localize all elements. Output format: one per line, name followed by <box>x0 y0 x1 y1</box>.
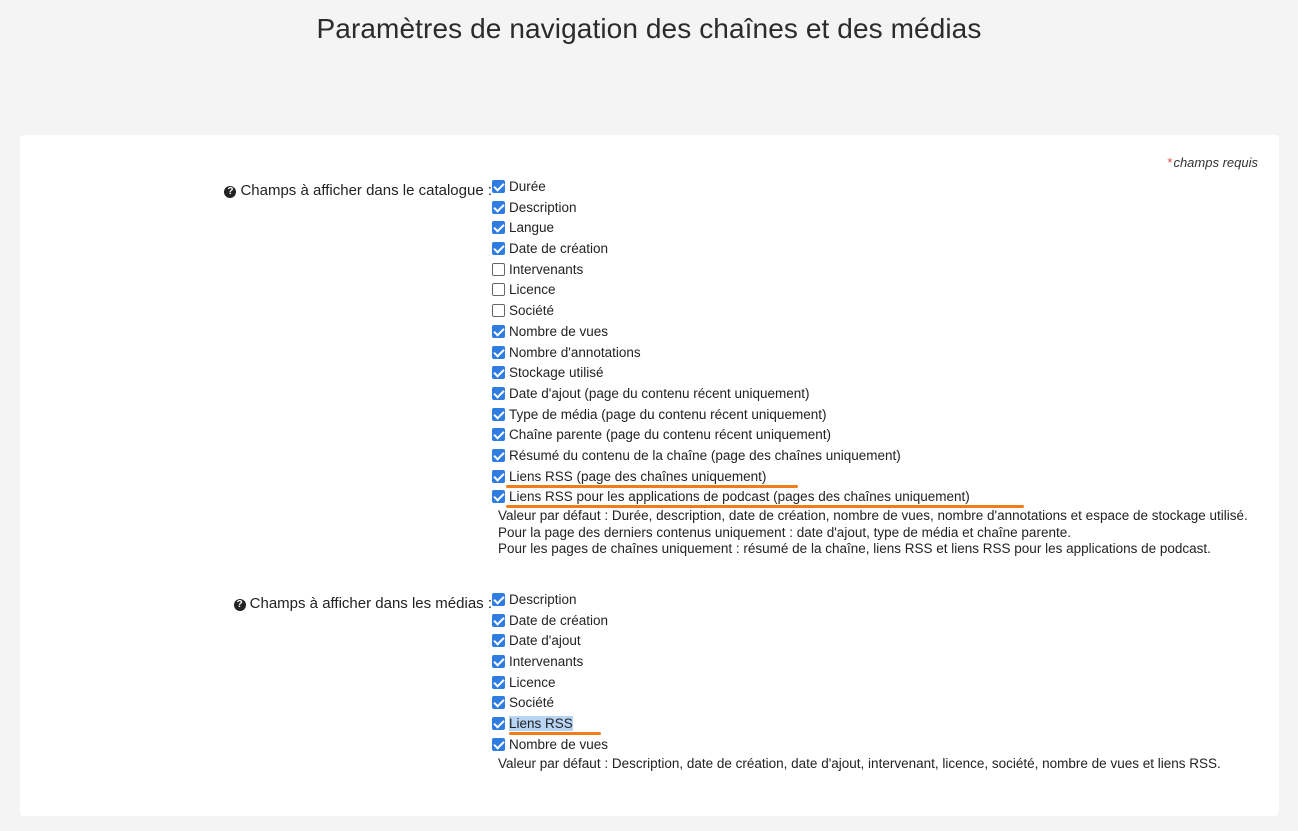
checkbox-checked[interactable] <box>492 490 505 503</box>
checkbox-label[interactable]: Société <box>509 303 555 319</box>
checkbox-label[interactable]: Licence <box>509 282 556 298</box>
help-text-line: Valeur par défaut : Durée, description, date de création, nombre de vues, nombre d'annotations et espace de stockage utilisé. <box>498 508 1248 523</box>
checkbox-label[interactable]: Durée <box>509 179 546 194</box>
checkbox-option-chaine-parente-page-du-contenu-recent-uniquement[interactable] <box>492 425 1272 446</box>
question-circle-icon[interactable]: ? <box>234 599 246 611</box>
checkbox-option-date-d-ajout[interactable] <box>492 631 1272 652</box>
checkbox-checked[interactable] <box>492 346 505 359</box>
media-fields-label <box>234 595 492 612</box>
checkbox-label[interactable]: Intervenants <box>509 261 584 277</box>
checkbox-option-stockage-utilise[interactable] <box>492 363 1272 384</box>
checkbox-option-societe[interactable] <box>492 301 1272 322</box>
checkbox-checked[interactable] <box>492 738 505 751</box>
help-text-line: Valeur par défaut : Description, date de création, date d'ajout, intervenant, licence, société, nombre de vues et liens RSS. <box>498 755 1221 771</box>
required-note-text: champs requis <box>1173 155 1258 170</box>
catalogue-fields-checkbox-list <box>492 177 1272 558</box>
checkbox-checked[interactable] <box>492 655 505 668</box>
checkbox-checked[interactable] <box>492 242 505 255</box>
checkbox-checked[interactable] <box>492 366 505 379</box>
catalogue-fields-label-text: Champs à afficher dans le catalogue : <box>240 182 492 199</box>
help-text-line: Pour la page des derniers contenus uniquement : date d'ajout, type de média et chaîne parente. <box>498 524 1071 540</box>
checkbox-option-date-de-creation[interactable] <box>492 611 1272 632</box>
question-circle-icon[interactable]: ? <box>224 186 236 198</box>
checkbox-checked[interactable] <box>492 387 505 400</box>
checkbox-option-type-de-media-page-du-contenu-recent-uniquement[interactable] <box>492 405 1272 426</box>
checkbox-label[interactable]: Nombre de vues <box>509 736 609 752</box>
checkbox-checked[interactable] <box>492 221 505 234</box>
checkbox-label[interactable]: Description <box>509 199 577 215</box>
checkbox-unchecked[interactable] <box>492 283 505 296</box>
media-fields-checkbox-list <box>492 590 1272 772</box>
required-fields-note <box>1167 155 1258 170</box>
field-help-text <box>492 508 1258 558</box>
checkbox-label[interactable]: Chaîne parente (page du contenu récent uniquement) <box>509 427 831 443</box>
checkbox-unchecked[interactable] <box>492 263 505 276</box>
checkbox-option-nombre-d-annotations[interactable] <box>492 343 1272 364</box>
checkbox-label[interactable]: Type de média (page du contenu récent uniquement) <box>509 406 827 422</box>
checkbox-label[interactable]: Date d'ajout <box>509 633 581 649</box>
checkbox-checked[interactable] <box>492 325 505 338</box>
checkbox-label[interactable]: Nombre de vues <box>509 323 609 339</box>
checkbox-label[interactable]: Intervenants <box>509 654 584 670</box>
checkbox-option-intervenants[interactable] <box>492 260 1272 281</box>
checkbox-checked[interactable] <box>492 201 505 214</box>
annotation-underline <box>506 505 1024 508</box>
checkbox-checked[interactable] <box>492 180 505 193</box>
help-text-line: Pour les pages de chaînes uniquement : résumé de la chaîne, liens RSS et liens RSS pour les applications de podcast. <box>498 541 1211 556</box>
checkbox-label[interactable]: Société <box>509 695 555 711</box>
checkbox-option-licence[interactable] <box>492 280 1272 301</box>
checkbox-option-societe[interactable] <box>492 693 1272 714</box>
checkbox-option-langue[interactable] <box>492 218 1272 239</box>
checkbox-label[interactable]: Liens RSS pour les applications de podcast (pages des chaînes uniquement) <box>509 489 970 505</box>
checkbox-label[interactable]: Nombre d'annotations <box>509 344 641 360</box>
checkbox-option-date-de-creation[interactable] <box>492 239 1272 260</box>
checkbox-label[interactable]: Liens RSS (page des chaînes uniquement) <box>509 468 767 484</box>
checkbox-checked[interactable] <box>492 696 505 709</box>
checkbox-label[interactable]: Date de création <box>509 612 609 628</box>
checkbox-checked[interactable] <box>492 428 505 441</box>
checkbox-option-intervenants[interactable] <box>492 652 1272 673</box>
required-asterisk: * <box>1167 155 1173 170</box>
checkbox-option-duree[interactable] <box>492 177 1272 198</box>
checkbox-checked[interactable] <box>492 449 505 462</box>
checkbox-option-date-d-ajout-page-du-contenu-recent-uniquement[interactable] <box>492 384 1272 405</box>
checkbox-option-liens-rss[interactable] <box>492 714 1272 735</box>
checkbox-option-nombre-de-vues[interactable] <box>492 322 1272 343</box>
settings-form-card <box>20 135 1279 816</box>
checkbox-label[interactable]: Résumé du contenu de la chaîne (page des chaînes uniquement) <box>509 447 901 463</box>
page-title: Paramètres de navigation des chaînes et des médias <box>316 13 982 44</box>
checkbox-label[interactable]: Stockage utilisé <box>509 365 604 381</box>
checkbox-checked[interactable] <box>492 408 505 421</box>
checkbox-checked[interactable] <box>492 717 505 730</box>
checkbox-option-licence[interactable] <box>492 673 1272 694</box>
checkbox-option-liens-rss-pour-les-applications-de-podcast-pages-des-chaines-uniquement[interactable] <box>492 487 1272 508</box>
checkbox-label[interactable]: Date de création <box>509 241 609 257</box>
checkbox-option-description[interactable] <box>492 198 1272 219</box>
checkbox-option-description[interactable] <box>492 590 1272 611</box>
checkbox-label[interactable]: Date d'ajout (page du contenu récent uniquement) <box>509 385 810 401</box>
checkbox-checked[interactable] <box>492 614 505 627</box>
checkbox-option-resume-du-contenu-de-la-chaine-page-des-chaines-uniquement[interactable] <box>492 446 1272 467</box>
checkbox-checked[interactable] <box>492 634 505 647</box>
checkbox-option-nombre-de-vues[interactable] <box>492 735 1272 756</box>
field-help-text <box>492 756 1258 773</box>
checkbox-label[interactable]: Liens RSS <box>509 716 573 732</box>
checkbox-option-liens-rss-page-des-chaines-uniquement[interactable] <box>492 467 1272 488</box>
checkbox-label[interactable]: Licence <box>509 674 556 690</box>
checkbox-label[interactable]: Description <box>509 592 577 607</box>
media-fields-label-text: Champs à afficher dans les médias : <box>249 595 492 612</box>
checkbox-checked[interactable] <box>492 593 505 606</box>
catalogue-fields-label <box>224 182 492 199</box>
checkbox-unchecked[interactable] <box>492 304 505 317</box>
checkbox-checked[interactable] <box>492 676 505 689</box>
checkbox-checked[interactable] <box>492 470 505 483</box>
checkbox-label[interactable]: Langue <box>509 220 555 236</box>
